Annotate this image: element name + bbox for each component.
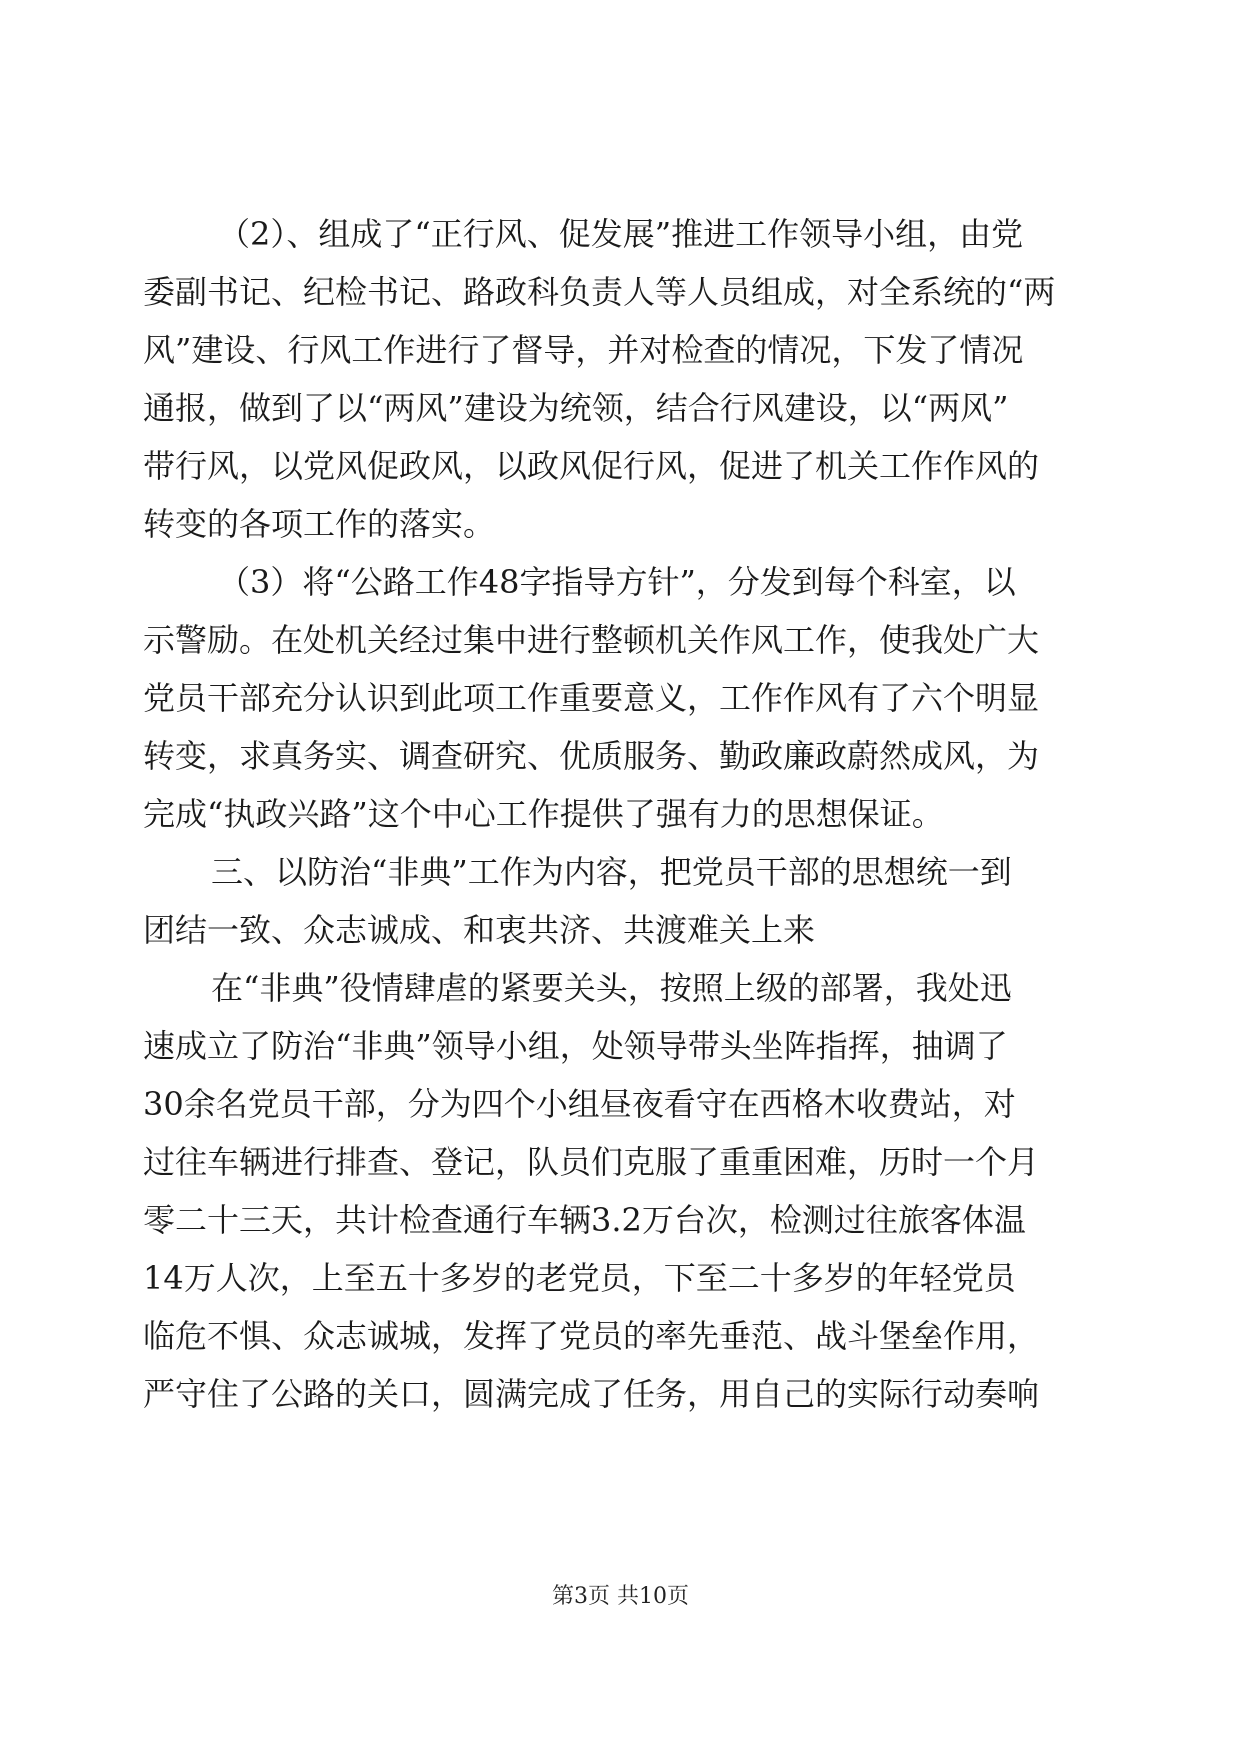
text-line: 在“非典”役情肆虐的紧要关头，按照上级的部署，我处迅 — [211, 969, 1012, 1007]
text-line: 带行风，以党风促政风，以政风促行风，促进了机关工作作风的 — [143, 447, 1040, 485]
text-line: 通报，做到了以“两风”建设为统领，结合行风建设，以“两风” — [143, 389, 1009, 427]
text-line: 转变的各项工作的落实。 — [143, 505, 496, 543]
text-line: 严守住了公路的关口，圆满完成了任务，用自己的实际行动奏响 — [143, 1375, 1040, 1413]
text-line: 30余名党员干部，分为四个小组昼夜看守在西格木收费站，对 — [143, 1085, 1016, 1123]
section-heading-line: 三、以防治“非典”工作为内容，把党员干部的思想统一到 — [211, 853, 1012, 891]
text-line: 速成立了防治“非典”领导小组，处领导带头坐阵指挥，抽调了 — [143, 1027, 1008, 1065]
text-line: 零二十三天，共计检查通行车辆3.2万台次，检测过往旅客体温 — [143, 1201, 1026, 1239]
text-line: 党员干部充分认识到此项工作重要意义，工作作风有了六个明显 — [143, 679, 1040, 717]
text-line: （3）将“公路工作48字指导方针”，分发到每个科室，以 — [218, 563, 1016, 601]
text-line: 风”建设、行风工作进行了督导，并对检查的情况，下发了情况 — [143, 331, 1024, 369]
section-heading-line: 团结一致、众志诚成、和衷共济、共渡难关上来 — [143, 911, 816, 949]
text-line: 临危不惧、众志诚城，发挥了党员的率先垂范、战斗堡垒作用， — [143, 1317, 1040, 1355]
text-line: 委副书记、纪检书记、路政科负责人等人员组成，对全系统的“两 — [143, 273, 1056, 311]
text-line: 完成“执政兴路”这个中心工作提供了强有力的思想保证。 — [143, 795, 944, 833]
text-line: 过往车辆进行排查、登记，队员们克服了重重困难，历时一个月 — [143, 1143, 1040, 1181]
text-line: 示警励。在处机关经过集中进行整顿机关作风工作，使我处广大 — [143, 621, 1040, 659]
text-line: （2）、组成了“正行风、促发展”推进工作领导小组，由党 — [218, 215, 1024, 253]
text-line: 转变，求真务实、调查研究、优质服务、勤政廉政蔚然成风，为 — [143, 737, 1040, 775]
text-line: 14万人次，上至五十多岁的老党员，下至二十多岁的年轻党员 — [143, 1259, 1016, 1297]
page-number-footer: 第3页 共10页 — [552, 1584, 689, 1609]
